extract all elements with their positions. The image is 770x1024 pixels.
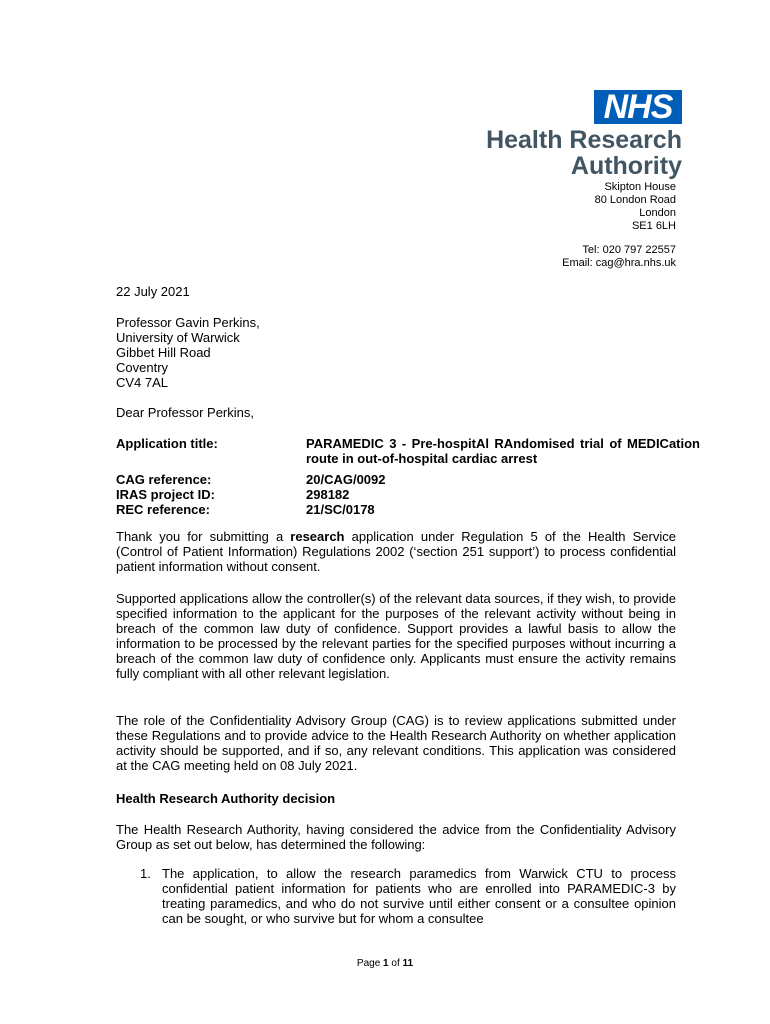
section-heading: Health Research Authority decision <box>116 791 336 806</box>
text-run: Thank you for submitting a <box>116 529 291 544</box>
list-text: The application, to allow the research paramedics from Warwick CTU to process confidential patient information for patients who are enrolled into PARAMEDIC-3 by treating paramedics, and who do not survive until either consent or a consultee opinion can be sought, or who survive but for whom a consultee <box>162 866 676 926</box>
address-line: Skipton House <box>604 181 676 193</box>
ref-row-iras <box>116 487 700 502</box>
ref-label: Application title: <box>116 436 218 451</box>
list-number: 1. <box>140 866 151 881</box>
address-line: 80 London Road <box>594 194 676 206</box>
recipient-line: Professor Gavin Perkins, <box>116 315 260 330</box>
recipient-line: University of Warwick <box>116 330 240 345</box>
org-name-line1: Health Research <box>486 126 682 154</box>
org-name <box>486 127 682 179</box>
paragraph-intro <box>116 529 676 574</box>
ref-row-rec <box>116 502 700 517</box>
recipient-line: CV4 7AL <box>116 375 169 390</box>
page-total: 11 <box>402 958 414 969</box>
ref-value: 298182 <box>306 487 350 502</box>
address-line: London <box>639 207 676 219</box>
paragraph-decision: The Health Research Authority, having considered the advice from the Confidentiality Advisory Group as set out below, has determined the following: <box>116 822 676 852</box>
ref-label: REC reference: <box>116 502 210 517</box>
salutation: Dear Professor Perkins, <box>116 405 254 420</box>
page-of: of <box>388 958 403 969</box>
sender-address <box>595 181 676 233</box>
paragraph-supported-applications: Supported applications allow the controller(s) of the relevant data sources, if they wish, to provide specified information to the applicant for the purposes of the relevant activity without being in breach of the common law duty of confidence. Support provides a lawful basis to allow the information to be processed by the relevant parties for the specified purposes without incurring a breach of the common law duty of confidence only. Applicants must ensure the activity remains fully compliant with all other relevant legislation. <box>116 591 676 681</box>
telephone: Tel: 020 797 22557 <box>582 244 676 256</box>
ref-value: 21/SC/0178 <box>306 502 375 517</box>
page-number: 1 <box>383 958 389 969</box>
letter-date: 22 July 2021 <box>116 284 190 299</box>
paragraph-cag-role: The role of the Confidentiality Advisory Group (CAG) is to review applications submitted under these Regulations and to provide advice to the Health Research Authority on whether application activity should be supported, and if so, any relevant conditions. This application was considered at the CAG meeting held on 08 July 2021. <box>116 713 676 773</box>
address-line: SE1 6LH <box>631 220 676 232</box>
recipient-line: Coventry <box>116 360 169 375</box>
email: Email: cag@hra.nhs.uk <box>562 257 676 269</box>
text-run: application under Regulation 5 of the Health Service (Control of Patient Information) Regulations 2002 (‘section 251 support’) to process confidential patient information without consent. <box>116 529 676 574</box>
ref-value: 20/CAG/0092 <box>306 472 386 487</box>
sender-contact <box>562 244 676 270</box>
ref-value: PARAMEDIC 3 - Pre-hospitAl RAndomised trial of MEDICation route in out-of-hospital cardiac arrest <box>306 436 700 466</box>
reference-block <box>116 436 700 517</box>
recipient-line: Gibbet Hill Road <box>116 345 211 360</box>
org-name-line2: Authority <box>570 152 682 180</box>
text-run-bold: research <box>290 529 345 544</box>
ref-label: IRAS project ID: <box>116 487 215 502</box>
page-footer <box>0 958 770 969</box>
ref-row-application-title <box>116 436 700 466</box>
nhs-logo: NHS <box>594 90 682 124</box>
page-prefix: Page <box>356 958 384 969</box>
ref-label: CAG reference: <box>116 472 212 487</box>
list-item <box>140 866 676 926</box>
recipient-address <box>116 315 676 390</box>
ref-row-cag <box>116 472 700 487</box>
